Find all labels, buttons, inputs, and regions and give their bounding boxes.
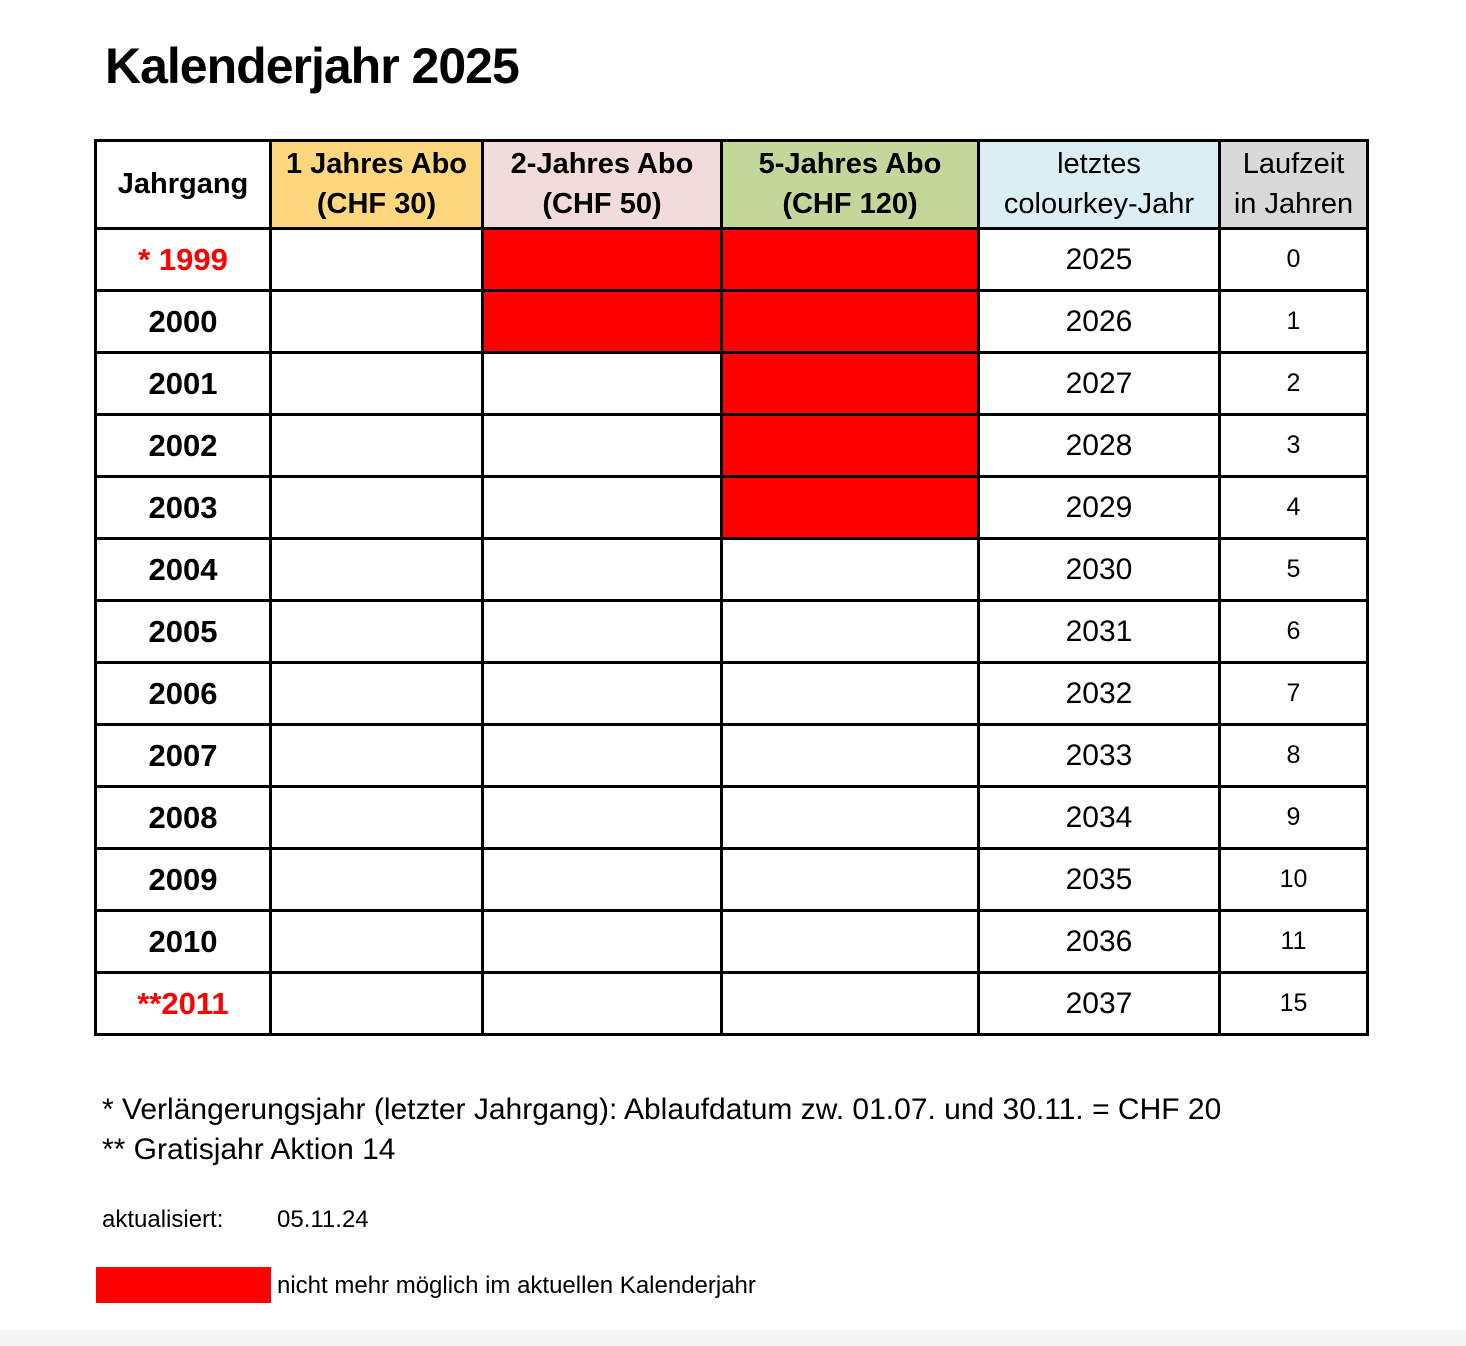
cell-laufzeit: 5 [1220, 539, 1368, 601]
cell-letztes-jahr: 2026 [979, 291, 1220, 353]
cell-abo-2-jahre [483, 415, 722, 477]
page-bottom-strip [0, 1330, 1466, 1346]
table-row [96, 415, 1368, 477]
cell-abo-2-jahre [483, 663, 722, 725]
cell-abo-1-jahr [271, 477, 483, 539]
cell-jahrgang: **2011 [96, 973, 271, 1035]
header-abo-2-jahre [483, 141, 722, 229]
header-abo-2-jahre-price: (CHF 50) [542, 187, 662, 220]
cell-jahrgang: 2005 [96, 601, 271, 663]
header-laufzeit-line1: Laufzeit [1242, 148, 1345, 181]
cell-laufzeit: 4 [1220, 477, 1368, 539]
cell-jahrgang: 2010 [96, 911, 271, 973]
table-body [96, 229, 1368, 1035]
cell-laufzeit: 1 [1220, 291, 1368, 353]
header-abo-1-jahr-price: (CHF 30) [316, 187, 437, 220]
cell-abo-5-jahre [722, 353, 979, 415]
cell-jahrgang: 2006 [96, 663, 271, 725]
page-title: Kalenderjahr 2025 [105, 38, 519, 94]
header-letztes-jahr [979, 141, 1220, 229]
legend-label: nicht mehr möglich im aktuellen Kalenderjahr [277, 1272, 756, 1299]
cell-jahrgang: 2003 [96, 477, 271, 539]
cell-jahrgang: 2001 [96, 353, 271, 415]
cell-letztes-jahr: 2027 [979, 353, 1220, 415]
table-header-row [96, 141, 1368, 229]
cell-laufzeit: 11 [1220, 911, 1368, 973]
header-jahrgang-label: Jahrgang [117, 167, 249, 200]
cell-letztes-jahr: 2037 [979, 973, 1220, 1035]
cell-abo-2-jahre [483, 787, 722, 849]
cell-jahrgang: * 1999 [96, 229, 271, 291]
cell-letztes-jahr: 2036 [979, 911, 1220, 973]
cell-abo-5-jahre [722, 415, 979, 477]
cell-abo-2-jahre [483, 229, 722, 291]
header-laufzeit [1220, 141, 1368, 229]
cell-abo-5-jahre [722, 229, 979, 291]
cell-abo-2-jahre [483, 725, 722, 787]
cell-abo-5-jahre [722, 787, 979, 849]
footnote-gratisjahr: ** Gratisjahr Aktion 14 [102, 1133, 396, 1166]
cell-jahrgang: 2000 [96, 291, 271, 353]
cell-laufzeit: 10 [1220, 849, 1368, 911]
cell-abo-5-jahre [722, 539, 979, 601]
cell-abo-5-jahre [722, 663, 979, 725]
table-row [96, 291, 1368, 353]
cell-abo-1-jahr [271, 725, 483, 787]
cell-abo-1-jahr [271, 229, 483, 291]
table-row [96, 229, 1368, 291]
header-abo-1-jahr-name: 1 Jahres Abo [285, 148, 468, 181]
cell-abo-5-jahre [722, 849, 979, 911]
table-row [96, 353, 1368, 415]
table-row [96, 477, 1368, 539]
cell-laufzeit: 6 [1220, 601, 1368, 663]
cell-abo-2-jahre [483, 477, 722, 539]
cell-abo-1-jahr [271, 663, 483, 725]
header-letztes-jahr-line1: letztes [1057, 148, 1141, 181]
cell-jahrgang: 2002 [96, 415, 271, 477]
cell-abo-2-jahre [483, 291, 722, 353]
legend-red-swatch [96, 1267, 271, 1303]
cell-abo-1-jahr [271, 601, 483, 663]
cell-abo-2-jahre [483, 911, 722, 973]
cell-laufzeit: 3 [1220, 415, 1368, 477]
updated-date: 05.11.24 [277, 1206, 369, 1233]
cell-abo-1-jahr [271, 973, 483, 1035]
header-abo-5-jahre [722, 141, 979, 229]
cell-abo-5-jahre [722, 601, 979, 663]
cell-laufzeit: 0 [1220, 229, 1368, 291]
cell-abo-2-jahre [483, 353, 722, 415]
table-row [96, 539, 1368, 601]
table-row [96, 601, 1368, 663]
header-abo-1-jahr [271, 141, 483, 229]
cell-laufzeit: 15 [1220, 973, 1368, 1035]
cell-abo-5-jahre [722, 291, 979, 353]
table-row [96, 663, 1368, 725]
table-row [96, 725, 1368, 787]
cell-abo-2-jahre [483, 539, 722, 601]
table-row [96, 973, 1368, 1035]
cell-abo-1-jahr [271, 415, 483, 477]
cell-abo-1-jahr [271, 911, 483, 973]
cell-abo-2-jahre [483, 601, 722, 663]
cell-letztes-jahr: 2030 [979, 539, 1220, 601]
header-jahrgang [96, 141, 271, 229]
header-abo-5-jahre-price: (CHF 120) [782, 187, 918, 220]
cell-letztes-jahr: 2033 [979, 725, 1220, 787]
cell-jahrgang: 2009 [96, 849, 271, 911]
cell-laufzeit: 9 [1220, 787, 1368, 849]
cell-letztes-jahr: 2028 [979, 415, 1220, 477]
cell-letztes-jahr: 2025 [979, 229, 1220, 291]
cell-letztes-jahr: 2035 [979, 849, 1220, 911]
cell-laufzeit: 7 [1220, 663, 1368, 725]
table-row [96, 787, 1368, 849]
cell-letztes-jahr: 2031 [979, 601, 1220, 663]
cell-laufzeit: 8 [1220, 725, 1368, 787]
cell-jahrgang: 2004 [96, 539, 271, 601]
cell-abo-1-jahr [271, 849, 483, 911]
table-row [96, 849, 1368, 911]
header-abo-5-jahre-name: 5-Jahres Abo [758, 148, 942, 181]
cell-abo-2-jahre [483, 973, 722, 1035]
cell-jahrgang: 2007 [96, 725, 271, 787]
subscription-table [94, 139, 1369, 1036]
header-abo-2-jahre-name: 2-Jahres Abo [510, 148, 694, 181]
cell-abo-5-jahre [722, 477, 979, 539]
updated-label: aktualisiert: [102, 1206, 224, 1233]
header-laufzeit-line2: in Jahren [1233, 187, 1354, 220]
cell-abo-2-jahre [483, 849, 722, 911]
cell-letztes-jahr: 2029 [979, 477, 1220, 539]
footnote-verlaengerungsjahr: * Verlängerungsjahr (letzter Jahrgang): Ablaufdatum zw. 01.07. und 30.11. = CHF 20 [102, 1093, 1222, 1126]
cell-laufzeit: 2 [1220, 353, 1368, 415]
cell-letztes-jahr: 2034 [979, 787, 1220, 849]
cell-abo-1-jahr [271, 787, 483, 849]
cell-abo-5-jahre [722, 911, 979, 973]
cell-abo-1-jahr [271, 539, 483, 601]
table-row [96, 911, 1368, 973]
cell-letztes-jahr: 2032 [979, 663, 1220, 725]
cell-jahrgang: 2008 [96, 787, 271, 849]
cell-abo-5-jahre [722, 973, 979, 1035]
header-letztes-jahr-line2: colourkey-Jahr [1003, 187, 1195, 220]
cell-abo-1-jahr [271, 291, 483, 353]
cell-abo-1-jahr [271, 353, 483, 415]
cell-abo-5-jahre [722, 725, 979, 787]
